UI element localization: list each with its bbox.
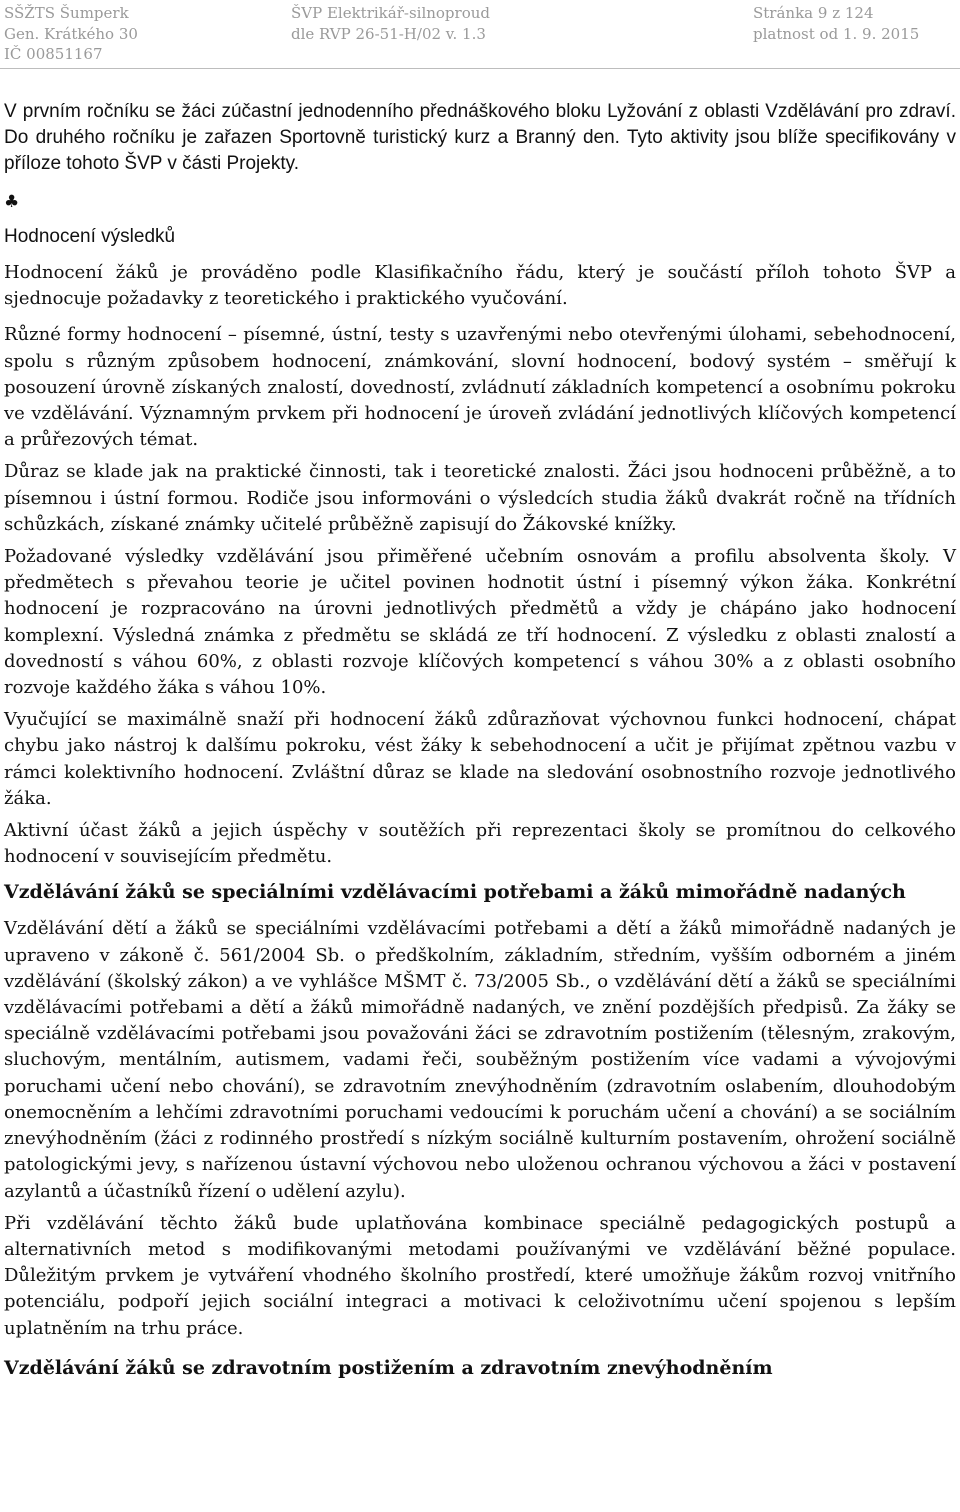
heading-special-needs: Vzdělávání žáků se speciálními vzdělávacími potřebami a žáků mimořádně nadaných xyxy=(4,881,906,904)
paragraph-special-needs-law: Vzdělávání dětí a žáků se speciálními vzdělávacími potřebami a dětí a žáků mimořádně nadaných je upraveno v zákoně č. 561/2004 Sb. o předškolním, základním, středním, vyšším odborném a jiném vzdělávání (školský zákon) a ve vyhlášce MŠMT č. 73/2005 Sb., o vzdělávání dětí a žáků se speciálními vzdělávacími potřebami a dětí a žáků mimořádně nadaných, ve znění pozdějších předpisů. Za žáky se speciálně vzdělávacími potřebami jsou považováni žáci se zdravotním postižením (tělesným, zrakovým, sluchovým, mentálním, autismem, vadami řeči, souběžným postižením více vadami a vývojovými poruchami učení nebo chování), se zdravotním znevýhodněním (zdravotním oslabením, dlouhodobým onemocněním a lehčími zdravotními poruchami vedoucími k poruchám učení a chování) a se sociálním znevýhodněním (žáci z rodinného prostředí s nízkým sociálně kulturním postavením, ohrožení sociálně patologickými jevy, s nařízenou ústavní výchovou nebo uloženou ochranou výchovou a žáci v postavení azylantů a účastníků řízení o udělení azylu). xyxy=(4,918,956,1202)
subheading-evaluation: Hodnocení výsledků xyxy=(4,226,176,247)
header-page-number: Stránka 9 z 124 xyxy=(753,4,874,22)
header-address: Gen. Krátkého 30 xyxy=(4,24,138,43)
paragraph-competitions: Aktivní účast žáků a jejich úspěchy v soutěžích při reprezentaci školy se promítnou do celkového hodnocení v souvisejícím předmětu. xyxy=(4,820,956,868)
header-program-block xyxy=(291,3,490,44)
club-bullet-icon: ♣ xyxy=(4,192,20,212)
paragraph-teacher-approach: Vyučující se maximálně snaží při hodnocení žáků zdůrazňovat výchovnou funkci hodnocení, chápat chybu jako nástroj k dalšímu pokroku, vést žáky k sebehodnocení a učit je přijímat zpětnou vazbu v rámci kolektivního hodnocení. Zvláštní důraz se klade na sledování osobnostního rozvoje jednotlivého žáka. xyxy=(4,709,956,809)
header-school-block xyxy=(4,3,138,65)
header-school-name: SŠŽTS Šumperk xyxy=(4,4,129,22)
intro-paragraph: V prvním ročníku se žáci zúčastní jednodenního přednáškového bloku Lyžování z oblasti Vzdělávání pro zdraví. Do druhého ročníku je zařazen Sportovně turistický kurz a Branný den. Tyto aktivity jsou blíže specifikovány v příloze tohoto ŠVP v části Projekty. xyxy=(4,101,956,174)
header-validity: platnost od 1. 9. 2015 xyxy=(753,24,920,43)
header-ico: IČ 00851167 xyxy=(4,45,103,63)
paragraph-special-methods: Při vzdělávání těchto žáků bude uplatňována kombinace speciálně pedagogických postupů a alternativních metod s modifikovanými metodami používanými ve vzdělávání běžné populace. Důležitým prvkem je vytváření vhodného školního prostředí, které umožňuje žákům rozvoj vnitřního potenciálu, podpoří jejich sociální integraci a motivaci k celoživotnímu učení spojenou s lepším uplatněním na trhu práce. xyxy=(4,1212,956,1339)
paragraph-classification: Hodnocení žáků je prováděno podle Klasifikačního řádu, který je součástí příloh tohoto ŠVP a sjednocuje požadavky z teoretického i praktického vyučování. xyxy=(4,262,956,310)
header-divider xyxy=(0,68,960,69)
document-body xyxy=(4,99,956,1382)
paragraph-evaluation-forms: Různé formy hodnocení – písemné, ústní, testy s uzavřenými nebo otevřenými úlohami, sebehodnocení, spolu s různým způsobem hodnocení, známkování, slovní hodnocení, bodový systém – směřují k posouzení úrovně získaných znalostí, dovedností, zvládnutí základních kompetencí a osobnímu pokroku ve vzdělávání. Významným prvkem při hodnocení je úroveň zvládání jednotlivých klíčových kompetencí a průřezových témat. xyxy=(4,324,956,451)
header-program: ŠVP Elektrikář-silnoproud xyxy=(291,4,490,22)
header-rvp: dle RVP 26-51-H/02 v. 1.3 xyxy=(291,24,486,43)
header-page-block xyxy=(753,3,919,44)
heading-health-disability: Vzdělávání žáků se zdravotním postižením a zdravotním znevýhodněním xyxy=(4,1356,773,1379)
paragraph-required-results: Požadované výsledky vzdělávání jsou přiměřené učebním osnovám a profilu absolventa školy. V předmětech s převahou teorie je učitel povinen hodnotit ústní i písemný výkon žáka. Konkrétní hodnocení je rozpracováno na úrovni jednotlivých předmětů a vždy je chápáno jako hodnocení komplexní. Výsledná známka z předmětu se skládá ze tří hodnocení. Z výsledku z oblasti znalostí a dovedností s váhou 60%, z oblasti rozvoje klíčových kompetencí s váhou 30% a z oblasti osobního rozvoje každého žáka s váhou 10%. xyxy=(4,546,956,699)
paragraph-practical-emphasis: Důraz se klade jak na praktické činnosti, tak i teoretické znalosti. Žáci jsou hodnoceni průběžně, a to písemnou i ústní formou. Rodiče jsou informováni o výsledcích studia žáků dvakrát ročně na třídních schůzkách, získané známky učitelé průběžně zapisují do Žákovské knížky. xyxy=(4,461,956,535)
